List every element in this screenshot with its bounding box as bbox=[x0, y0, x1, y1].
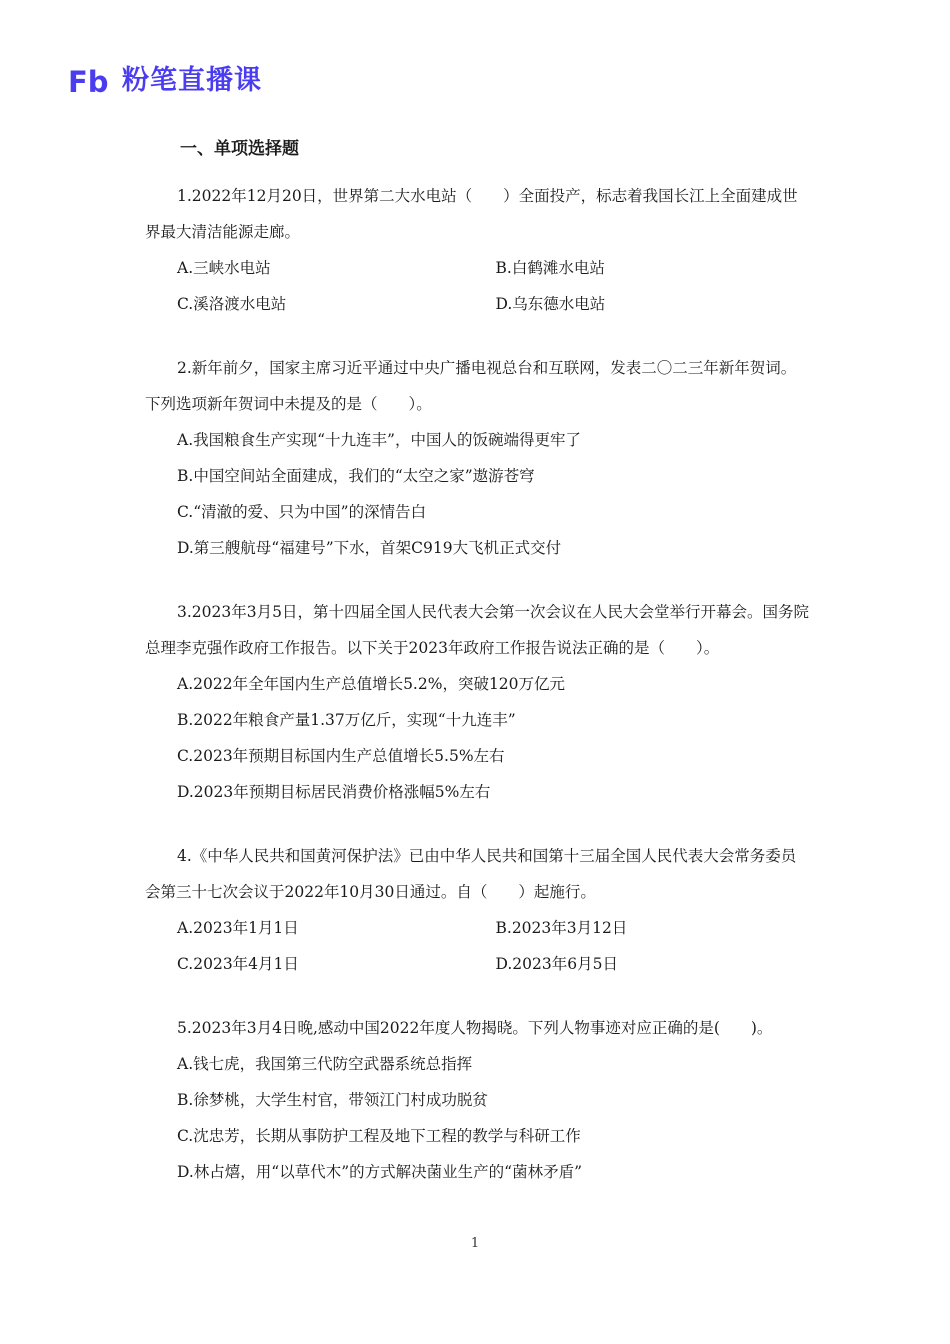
question-stem: 1.2022年12月20日，世界第二大水电站（ ）全面投产，标志着我国长江上全面建成世界最大清洁能源走廊。 bbox=[145, 187, 798, 241]
option-b: B.中国空间站全面建成，我们的“太空之家”遨游苍穹 bbox=[177, 467, 535, 485]
option-b: B.2022年粮食产量1.37万亿斤，实现“十九连丰” bbox=[177, 711, 516, 729]
option-c: C.沈忠芳，长期从事防护工程及地下工程的教学与科研工作 bbox=[177, 1127, 581, 1145]
brand-logo bbox=[68, 64, 262, 98]
question-5 bbox=[145, 1010, 810, 1190]
option-a: A.钱七虎，我国第三代防空武器系统总指挥 bbox=[177, 1055, 473, 1073]
option-d: D.2023年6月5日 bbox=[495, 955, 618, 973]
option-c: C.2023年预期目标国内生产总值增长5.5%左右 bbox=[177, 747, 505, 765]
option-list bbox=[145, 1046, 810, 1190]
option-b: B.2023年3月12日 bbox=[495, 919, 628, 937]
question-1 bbox=[145, 178, 810, 322]
option-list bbox=[145, 910, 810, 982]
option-d: D.2023年预期目标居民消费价格涨幅5%左右 bbox=[177, 783, 491, 801]
question-2 bbox=[145, 350, 810, 566]
page-number: 1 bbox=[470, 1236, 480, 1251]
option-d: D.乌东德水电站 bbox=[495, 295, 606, 313]
option-b: B.白鹤滩水电站 bbox=[495, 259, 605, 277]
option-c: C.溪洛渡水电站 bbox=[177, 295, 287, 313]
option-b: B.徐梦桃，大学生村官，带领江门村成功脱贫 bbox=[177, 1091, 488, 1109]
option-a: A.2023年1月1日 bbox=[177, 919, 299, 937]
brand-name: 粉笔直播课 bbox=[122, 65, 262, 96]
question-stem: 3.2023年3月5日，第十四届全国人民代表大会第一次会议在人民大会堂举行开幕会。国务院总理李克强作政府工作报告。以下关于2023年政府工作报告说法正确的是（ ）。 bbox=[145, 603, 809, 657]
question-stem: 5.2023年3月4日晚,感动中国2022年度人物揭晓。下列人物事迹对应正确的是( )。 bbox=[177, 1019, 773, 1037]
option-c: C.“清澈的爱、只为中国”的深情告白 bbox=[177, 503, 427, 521]
option-d: D.第三艘航母“福建号”下水，首架C919大飞机正式交付 bbox=[177, 539, 562, 557]
option-list bbox=[145, 250, 810, 322]
fenbi-logo-icon bbox=[68, 66, 114, 96]
option-list bbox=[145, 666, 810, 810]
option-a: A.我国粮食生产实现“十九连丰”，中国人的饭碗端得更牢了 bbox=[177, 431, 581, 449]
question-3 bbox=[145, 594, 810, 810]
section-title: 一、单项选择题 bbox=[180, 139, 299, 159]
question-4 bbox=[145, 838, 810, 982]
option-d: D.林占熺，用“以草代木”的方式解决菌业生产的“菌林矛盾” bbox=[177, 1163, 582, 1181]
question-stem: 2.新年前夕，国家主席习近平通过中央广播电视总台和互联网，发表二〇二三年新年贺词。下列选项新年贺词中未提及的是（ ）。 bbox=[145, 359, 797, 413]
option-c: C.2023年4月1日 bbox=[177, 955, 299, 973]
question-stem: 4.《中华人民共和国黄河保护法》已由中华人民共和国第十三届全国人民代表大会常务委员会第三十七次会议于2022年10月30日通过。自（ ）起施行。 bbox=[145, 847, 797, 901]
option-a: A.三峡水电站 bbox=[177, 259, 271, 277]
option-a: A.2022年全年国内生产总值增长5.2%，突破120万亿元 bbox=[177, 675, 566, 693]
logo-mark-text: Fb bbox=[68, 66, 109, 96]
option-list bbox=[145, 422, 810, 566]
question-list bbox=[145, 178, 810, 1218]
